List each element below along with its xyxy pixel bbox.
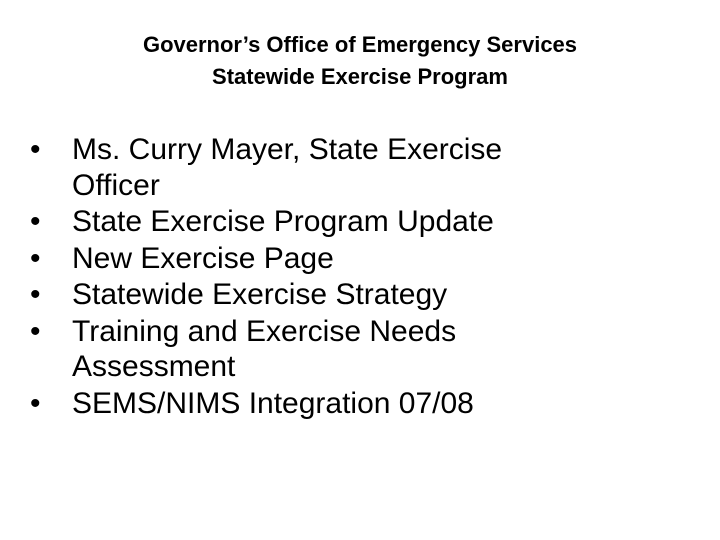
bullet-icon: • — [30, 205, 41, 238]
title-line-1: Governor’s Office of Emergency Services — [142, 32, 578, 57]
bullet-item-exercise-page — [30, 241, 700, 277]
bullet-item-needs-assessment — [30, 314, 700, 385]
bullet-item-program-update — [30, 204, 700, 240]
bullet-item-sems-nims — [30, 386, 700, 422]
bullet-text: Assessment — [72, 350, 236, 383]
bullet-text: Ms. Curry Mayer, State Exercise — [72, 133, 503, 166]
bullet-icon: • — [30, 386, 41, 420]
bullet-text: Training and Exercise Needs — [72, 314, 457, 348]
title-line-2: Statewide Exercise Program — [212, 64, 508, 89]
bullet-text: SEMS/NIMS Integration 07/08 — [72, 386, 474, 420]
bullet-list — [30, 132, 700, 422]
bullet-item-strategy — [30, 277, 700, 313]
bullet-icon: • — [30, 314, 41, 348]
bullet-item-presenter — [30, 132, 700, 203]
bullet-icon: • — [30, 133, 41, 166]
bullet-text: Officer — [72, 168, 160, 202]
bullet-icon: • — [30, 241, 41, 275]
bullet-text: State Exercise Program Update — [72, 205, 494, 238]
bullet-text: Statewide Exercise Strategy — [72, 278, 448, 311]
bullet-icon: • — [30, 278, 41, 311]
slide-title — [0, 29, 720, 93]
bullet-text: New Exercise Page — [72, 241, 334, 275]
